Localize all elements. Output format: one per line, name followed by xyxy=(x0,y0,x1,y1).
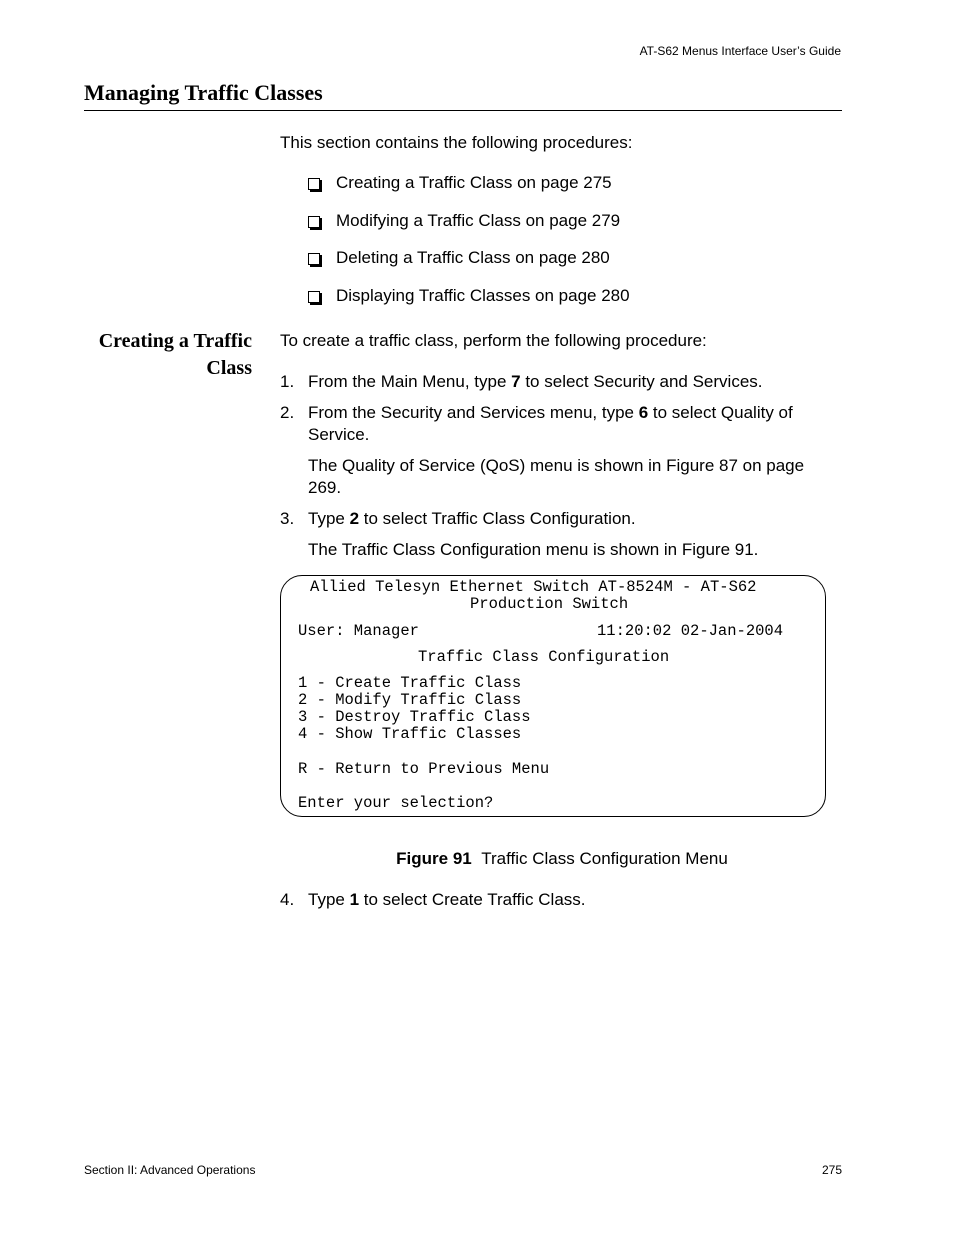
terminal-return-option: R - Return to Previous Menu xyxy=(298,760,550,778)
terminal-option: 3 - Destroy Traffic Class xyxy=(298,708,531,726)
terminal-user: User: Manager xyxy=(298,622,419,640)
terminal-subtitle: Production Switch xyxy=(470,595,629,613)
terminal-timestamp: 11:20:02 02-Jan-2004 xyxy=(597,622,784,640)
subsection-intro: To create a traffic class, perform the following procedure: xyxy=(280,331,707,350)
checkbox-bullet-icon xyxy=(308,291,320,303)
subsection-title: Creating a Traffic Class xyxy=(98,330,252,379)
procedure-list xyxy=(308,172,630,322)
terminal-prompt: Enter your selection? xyxy=(298,794,494,812)
list-item: Creating a Traffic Class on page 275 xyxy=(308,172,630,210)
page-number: 275 xyxy=(821,1163,842,1177)
step-3-note: The Traffic Class Configuration menu is shown in Figure 91. xyxy=(308,540,759,559)
checkbox-bullet-icon xyxy=(308,253,320,265)
terminal-option: 2 - Modify Traffic Class xyxy=(298,691,522,709)
terminal-title: Allied Telesyn Ethernet Switch AT-8524M - AT-S62 xyxy=(310,578,757,596)
step-1: 1. From the Main Menu, type 7 to select Security and Services. xyxy=(280,372,763,391)
section-title: Managing Traffic Classes xyxy=(84,78,842,111)
step-3: 3. Type 2 to select Traffic Class Configuration. xyxy=(280,509,636,528)
terminal-option: 4 - Show Traffic Classes xyxy=(298,725,522,743)
terminal-screen xyxy=(280,575,826,817)
figure-caption: Figure 91 Traffic Class Configuration Menu xyxy=(396,849,728,868)
step-2-note: The Quality of Service (QoS) menu is shown in Figure 87 on page 269. xyxy=(308,456,805,497)
list-item: Displaying Traffic Classes on page 280 xyxy=(308,285,630,323)
list-item: Modifying a Traffic Class on page 279 xyxy=(308,210,630,248)
checkbox-bullet-icon xyxy=(308,216,320,228)
terminal-menu-title: Traffic Class Configuration xyxy=(418,648,670,666)
checkbox-bullet-icon xyxy=(308,178,320,190)
step-2: 2. From the Security and Services menu, type 6 to select Quality of Service. xyxy=(280,403,793,444)
footer-section: Section II: Advanced Operations xyxy=(84,1163,256,1177)
section-intro: This section contains the following procedures: xyxy=(280,133,633,152)
terminal-option: 1 - Create Traffic Class xyxy=(298,674,522,692)
list-item: Deleting a Traffic Class on page 280 xyxy=(308,247,630,285)
step-4: 4. Type 1 to select Create Traffic Class. xyxy=(280,890,586,909)
running-header: AT-S62 Menus Interface User’s Guide xyxy=(639,44,841,58)
